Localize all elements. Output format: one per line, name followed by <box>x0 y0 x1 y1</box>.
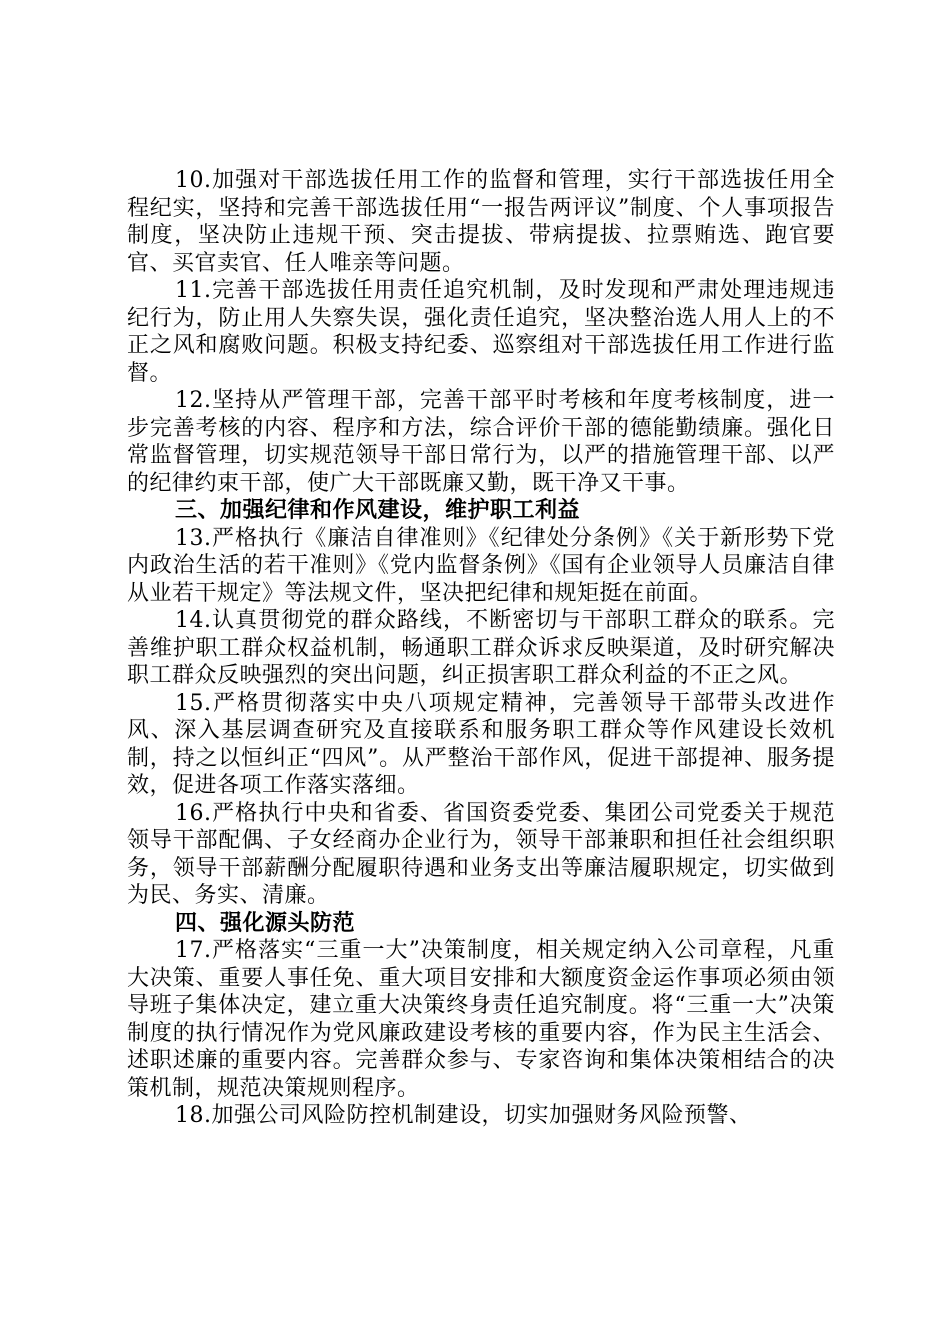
paragraph-13: 13.严格执行《廉洁自律准则》《纪律处分条例》《关于新形势下党内政治生活的若干准则》《党内监督条例》《国有企业领导人员廉洁自律从业若干规定》等法规文件，坚决把纪律和规矩挺在前面。 <box>127 525 835 606</box>
section-heading-3: 三、加强纪律和作风建设，维护职工利益 <box>175 498 581 523</box>
section-heading-4: 四、强化源头防范 <box>175 910 356 936</box>
paragraph-17: 17.严格落实“三重一大”决策制度，相关规定纳入公司章程，凡重大决策、重要人事任免、重大项目安排和大额度资金运作事项必须由领导班子集体决定，建立重大决策终身责任追究制度。将“三重一大”决策制度的执行情况作为党风廉政建设考核的重要内容，作为民主生活会、述职述廉的重要内容。完善群众参与、专家咨询和集体决策相结合的决策机制，规范决策规则程序。 <box>127 938 835 1101</box>
paragraph-14: 14.认真贯彻党的群众路线，不断密切与干部职工群众的联系。完善维护职工群众权益机制，畅通职工群众诉求反映渠道，及时研究解决职工群众反映强烈的突出问题，纠正损害职工群众利益的不正之风。 <box>127 608 835 688</box>
document-body <box>127 167 835 1130</box>
paragraph-18: 18.加强公司风险防控机制建设，切实加强财务风险预警、 <box>175 1103 752 1128</box>
paragraph-11: 11.完善干部选拔任用责任追究机制，及时发现和严肃处理违规违纪行为，防止用人失察失误，强化责任追究，坚决整治选人用人上的不正之风和腐败问题。积极支持纪委、巡察组对干部选拔任用工作进行监督。 <box>127 278 835 386</box>
paragraph-12: 12.坚持从严管理干部，完善干部平时考核和年度考核制度，进一步完善考核的内容、程序和方法，综合评价干部的德能勤绩廉。强化日常监督管理，切实规范领导干部日常行为，以严的措施管理干部、以严的纪律约束干部，使广大干部既廉又勤，既干净又干事。 <box>127 388 835 496</box>
paragraph-15: 15.严格贯彻落实中央八项规定精神，完善领导干部带头改进作风、深入基层调查研究及直接联系和服务职工群众等作风建设长效机制，持之以恒纠正“四风”。从严整治干部作风，促进干部提神、服务提效，促进各项工作落实落细。 <box>127 690 835 798</box>
paragraph-16: 16.严格执行中央和省委、省国资委党委、集团公司党委关于规范领导干部配偶、子女经商办企业行为，领导干部兼职和担任社会组织职务，领导干部薪酬分配履职待遇和业务支出等廉洁履职规定，切实做到为民、务实、清廉。 <box>127 800 835 908</box>
paragraph-10: 10.加强对干部选拔任用工作的监督和管理，实行干部选拔任用全程纪实，坚持和完善干部选拔任用“一报告两评议”制度、个人事项报告制度，坚决防止违规干预、突击提拔、带病提拔、拉票贿选、跑官要官、买官卖官、任人唯亲等问题。 <box>127 168 835 276</box>
